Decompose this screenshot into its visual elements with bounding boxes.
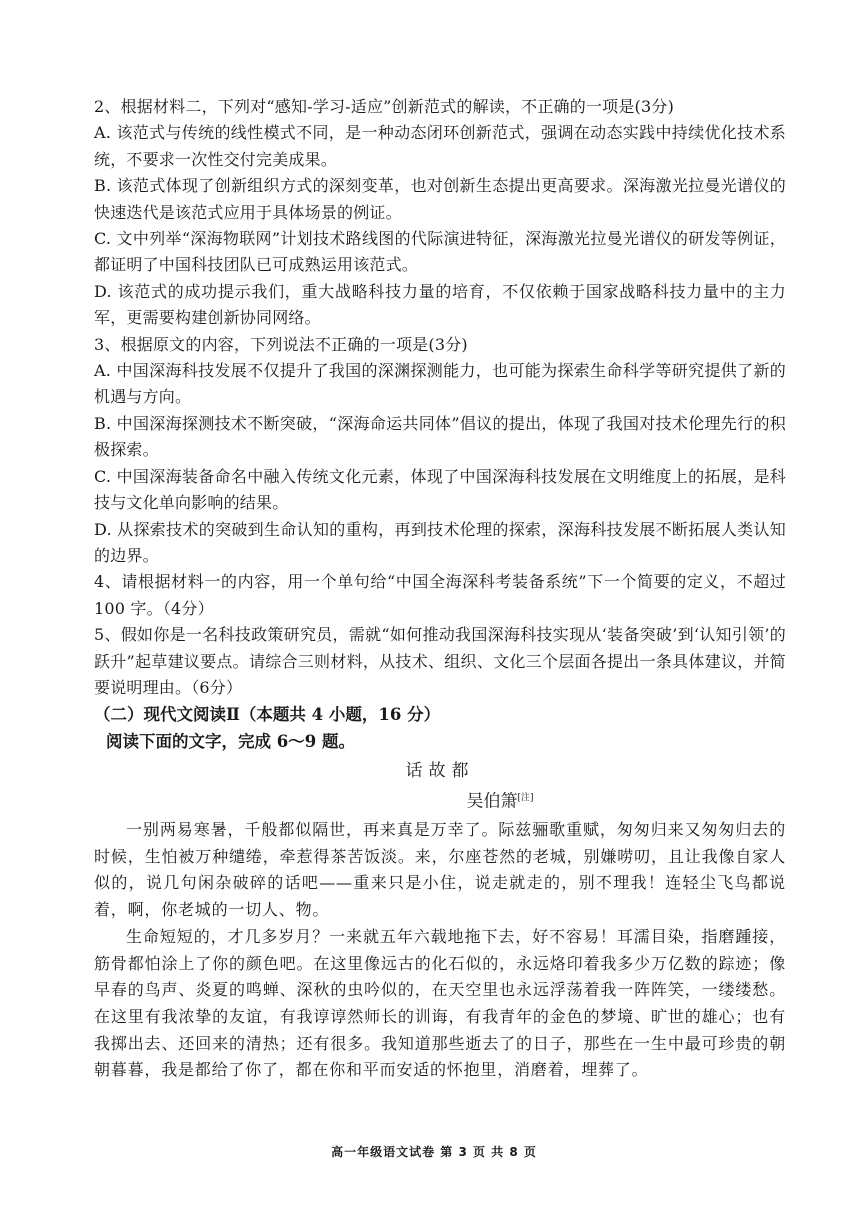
question-3-option-a: A. 中国深海科技发展不仅提升了我国的深渊探测能力，也可能为探索生命科学等研究提供了新的机遇与方向。 [94, 361, 786, 407]
question-2-stem: 2、根据材料二，下列对“感知-学习-适应”创新范式的解读，不正确的一项是(3分) [94, 97, 675, 116]
question-2-option-d: D. 该范式的成功提示我们，重大战略科技力量的培育，不仅依赖于国家战略科技力量中的主力军，更需要构建创新协同网络。 [94, 281, 786, 328]
article-paragraph: 一别两易寒暑，千般都似隔世，再来真是万幸了。际兹骊歌重赋，匆匆归来又匆匆归去的时候，生怕被万种缱绻，牵惹得茶苦饭淡。来，尔座苍然的老城，别嫌唠叨，且让我像自家人似的，说几句闲杂破碎的话吧——重来只是小住，说走就走的，别不理我！连轻尘飞鸟都说着，啊，你老城的一切人、物。 [94, 820, 786, 920]
article-author-line [214, 785, 786, 815]
question-2-option-b: B. 该范式体现了创新组织方式的深刻变革，也对创新生态提出更高要求。深海激光拉曼光谱仪的快速迭代是该范式应用于具体场景的例证。 [94, 176, 786, 222]
article-title: 话故都 [405, 761, 475, 782]
question-3-option-c: C. 中国深海装备命名中融入传统文化元素，体现了中国深海科技发展在文明维度上的拓展，是科技与文化单向影响的结果。 [94, 466, 786, 513]
article-paragraph: 生命短短的，才几多岁月？一来就五年六载地拖下去，好不容易！耳濡目染，指磨踵接，筋骨都怕涂上了你的颜色吧。在这里像远古的化石似的，永远烙印着我多少万亿数的踪迹；像早春的鸟声、炎夏的鸣蝉、深秋的虫吟似的，在天空里也永远浮荡着我一阵阵笑，一缕缕愁。在这里有我浓挚的友谊，有我谆谆然师长的训诲，有我青年的金色的梦境、旷世的雄心；也有我掷出去、还回来的清热；还有很多。我知道那些逝去了的日子，那些在一生中最可珍贵的朝朝暮暮，我是都给了你了，都在你和平而安适的怀抱里，消磨着，埋葬了。 [94, 926, 786, 1080]
question-2-option-a: A. 该范式与传统的线性模式不同，是一种动态闭环创新范式，强调在动态实践中持续优化技术系统，不要求一次性交付完美成果。 [94, 123, 786, 169]
question-2-option-c: C. 文中列举“深海物联网”计划技术路线图的代际演进特征，深海激光拉曼光谱仪的研发等例证，都证明了中国科技团队已可成熟运用该范式。 [94, 229, 786, 275]
annotation-mark: [注] [517, 793, 534, 804]
question-5-stem: 5、假如你是一名科技政策研究员，需就“如何推动我国深海科技实现从‘装备突破’到‘认知引领’的跃升”起草建议要点。请综合三则材料，从技术、组织、文化三个层面各提出一条具体建议，并简要说明理由。（6分） [94, 625, 786, 697]
section-instruction: 阅读下面的文字，完成 6～9 题。 [106, 732, 355, 752]
article-author: 吴伯箫 [466, 792, 518, 812]
question-3-option-d: D. 从探索技术的突破到生命认知的重构，再到技术伦理的探索，深海科技发展不断拓展人类认知的边界。 [94, 519, 786, 565]
page-content [94, 94, 786, 1084]
section-heading: （二）现代文阅读Ⅱ（本题共 4 小题，16 分） [94, 705, 441, 725]
question-3-option-b: B. 中国深海探测技术不断突破，“深海命运共同体”倡议的提出，体现了我国对技术伦理先行的积极探索。 [94, 413, 786, 460]
question-3-stem: 3、根据原文的内容，下列说法不正确的一项是(3分) [94, 334, 468, 354]
page-footer: 高一年级语文试卷 第 3 页 共 8 页 [331, 1145, 537, 1159]
question-4-stem: 4、请根据材料一的内容，用一个单句给“中国全海深科考装备系统”下一个简要的定义，不超过 100 字。（4分） [94, 572, 786, 618]
